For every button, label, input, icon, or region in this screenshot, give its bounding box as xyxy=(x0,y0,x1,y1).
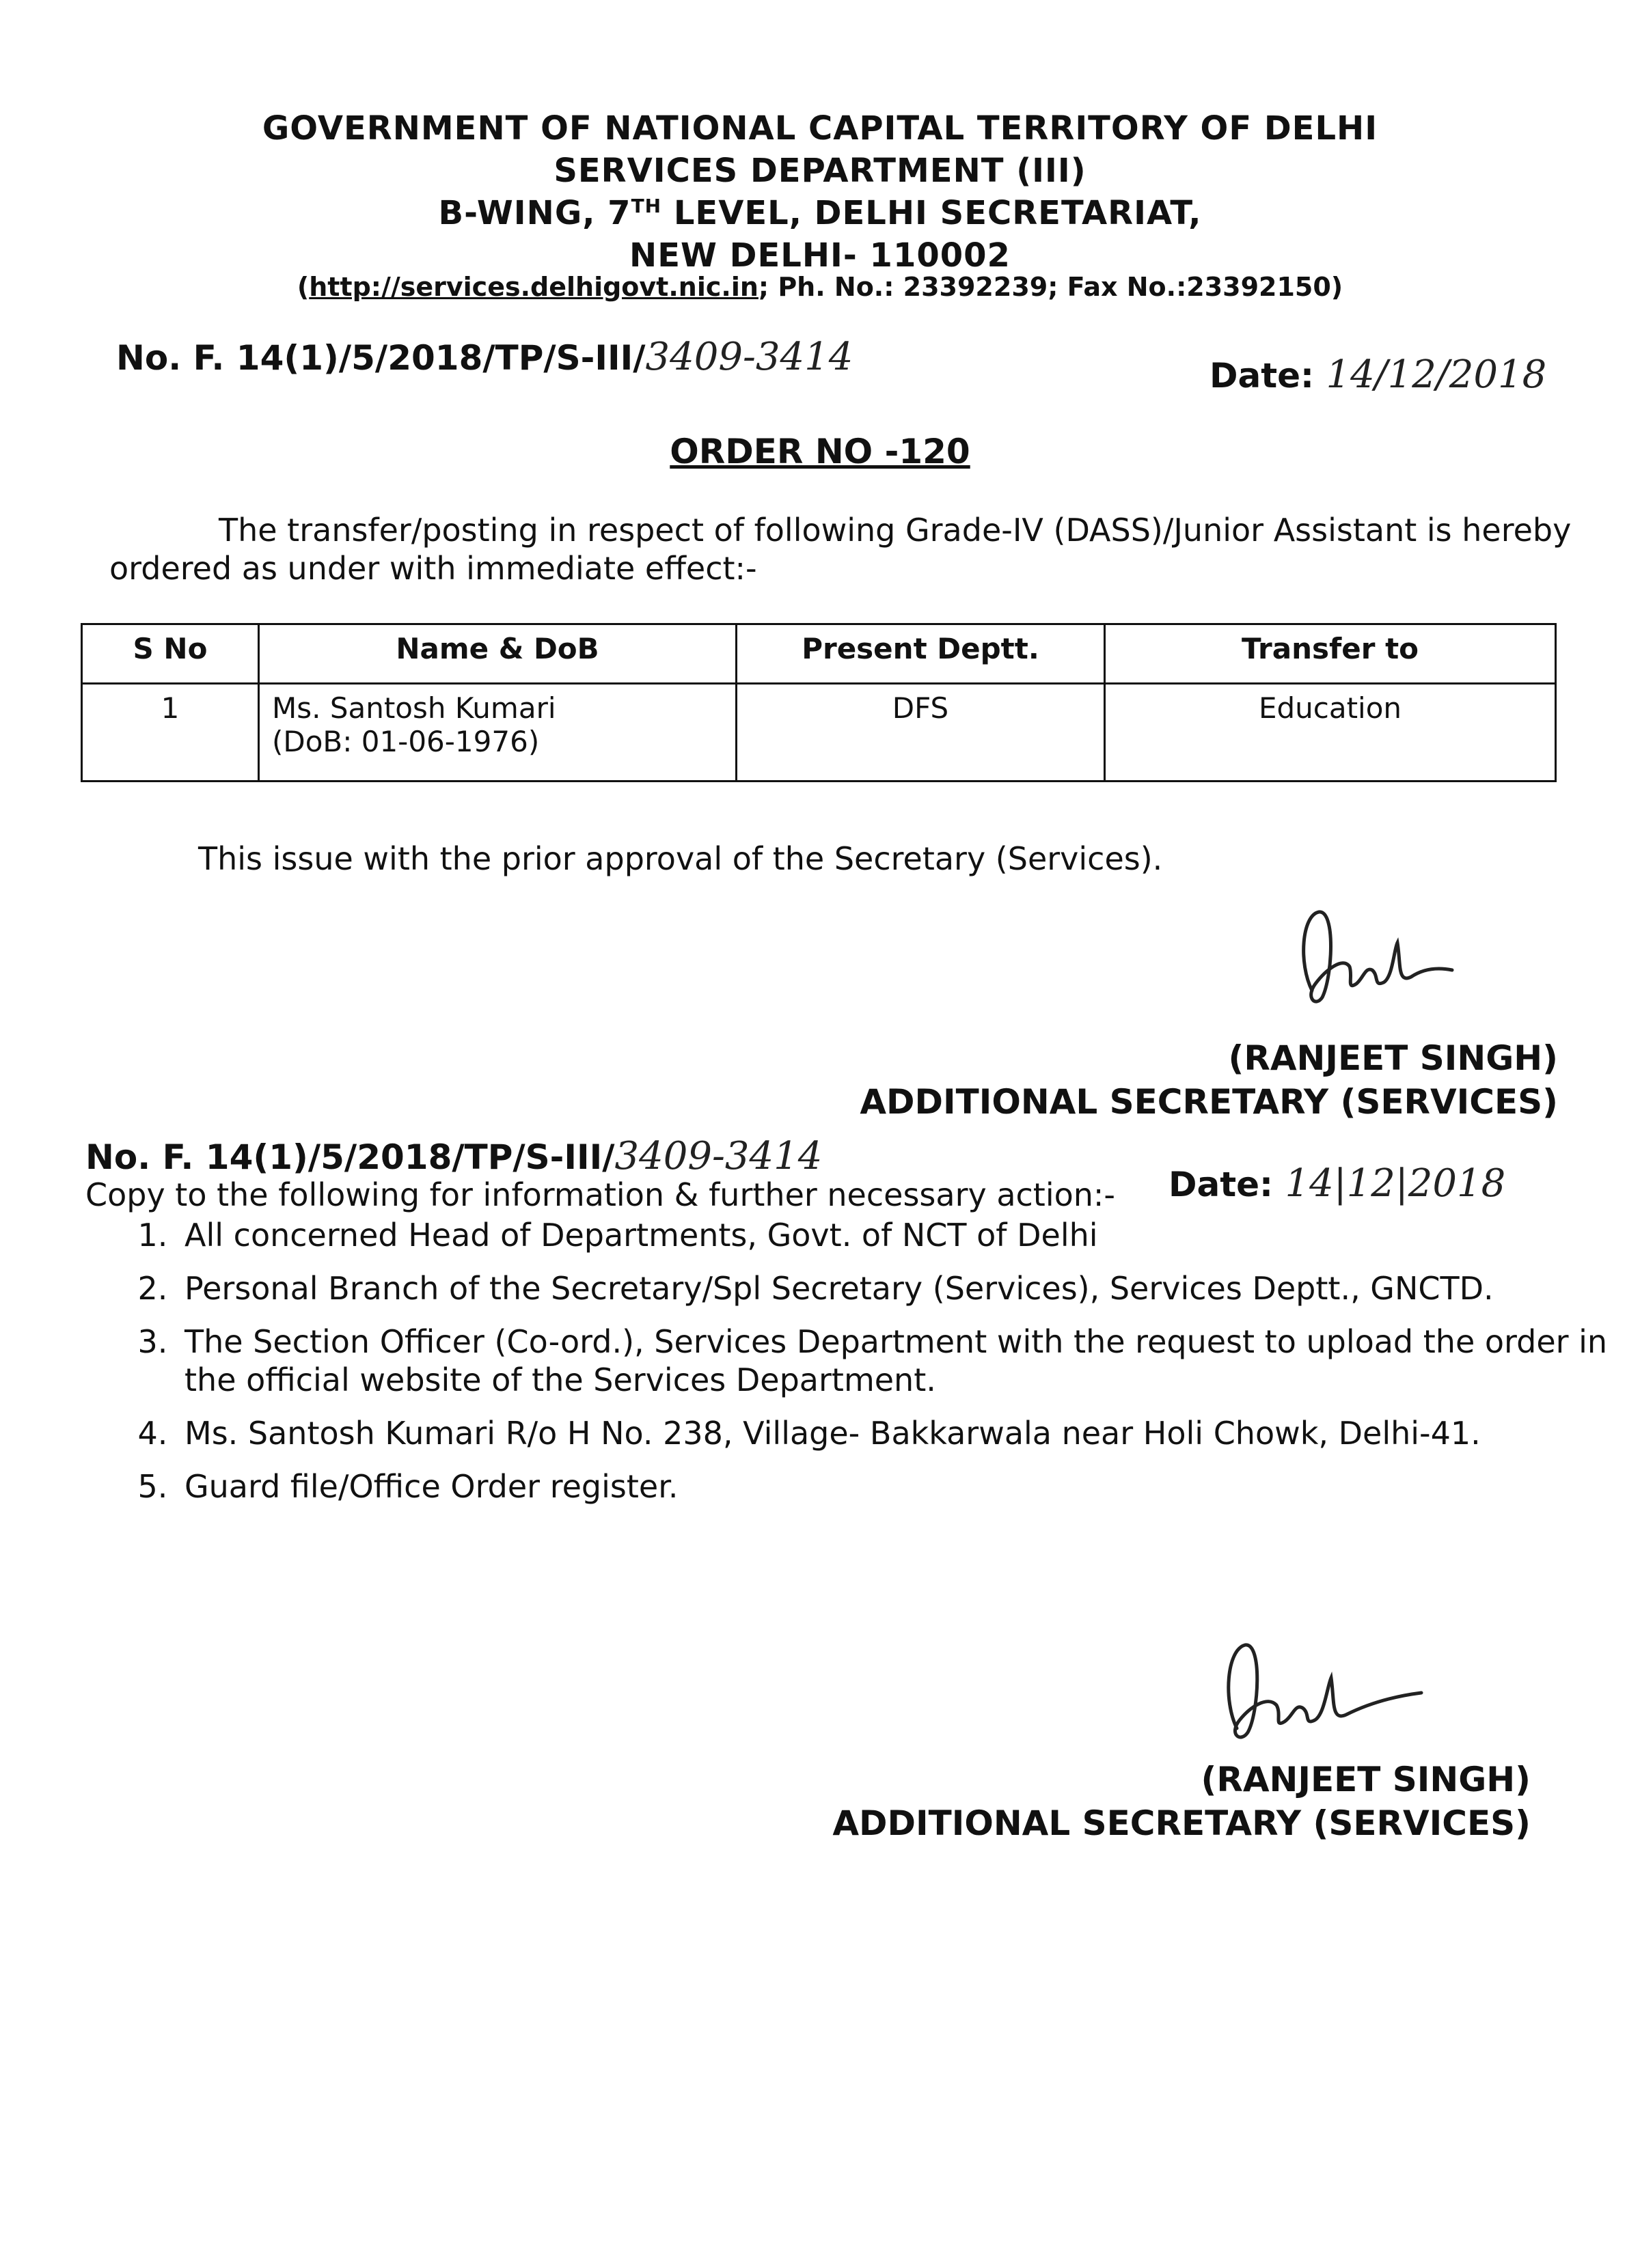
signatory-designation: ADDITIONAL SECRETARY (SERVICES) xyxy=(832,1803,1531,1843)
cell-name-dob xyxy=(259,684,737,782)
header-sno: S No xyxy=(82,624,259,684)
header-city: NEW DELHI- 110002 xyxy=(629,236,1011,275)
header-address: B-WING, 7TH LEVEL, DELHI SECRETARIAT, xyxy=(438,194,1202,232)
copy-date: Date: 14|12|2018 xyxy=(1168,1161,1506,1206)
cell-sno: 1 xyxy=(82,684,259,782)
order-reference-number: No. F. 14(1)/5/2018/TP/S-III/3409-3414 xyxy=(116,335,853,379)
header-present-deptt: Present Deptt. xyxy=(737,624,1105,684)
copy-reference-number: No. F. 14(1)/5/2018/TP/S-III/3409-3414 xyxy=(85,1134,823,1178)
header-government: GOVERNMENT OF NATIONAL CAPITAL TERRITORY OF DELHI xyxy=(262,109,1378,148)
signatory-name: (RANJEET SINGH) xyxy=(1201,1760,1531,1799)
header-name-dob: Name & DoB xyxy=(259,624,737,684)
handwritten-date: 14/12/2018 xyxy=(1326,352,1547,397)
signatory-name: (RANJEET SINGH) xyxy=(1228,1038,1558,1078)
copy-recipients-list xyxy=(123,1216,1613,1521)
signature-image xyxy=(1203,1633,1449,1756)
employee-dob: (DoB: 01-06-1976) xyxy=(272,725,540,758)
table-row xyxy=(82,684,1556,782)
employee-name: Ms. Santosh Kumari xyxy=(272,691,556,725)
list-item: 5. Guard file/Office Order register. xyxy=(178,1467,1613,1506)
header-contact: (http://services.delhigovt.nic.in; Ph. No.: 23392239; Fax No.:23392150) xyxy=(297,272,1343,302)
order-date: Date: 14/12/2018 xyxy=(1210,352,1547,397)
header-transfer-to: Transfer to xyxy=(1105,624,1556,684)
cell-transfer-to: Education xyxy=(1105,684,1556,782)
intro-paragraph: The transfer/posting in respect of following Grade-IV (DASS)/Junior Assistant is hereby ordered as under with immediate effect:- xyxy=(109,512,1572,587)
handwritten-date: 14|12|2018 xyxy=(1285,1161,1506,1206)
table-header-row xyxy=(82,624,1556,684)
header-department: SERVICES DEPARTMENT (III) xyxy=(554,152,1086,190)
signatory-designation: ADDITIONAL SECRETARY (SERVICES) xyxy=(860,1082,1558,1122)
list-item: 1. All concerned Head of Departments, Govt. of NCT of Delhi xyxy=(178,1216,1613,1254)
handwritten-dispatch-number: 3409-3414 xyxy=(645,335,853,379)
transfer-table xyxy=(81,623,1557,782)
website-link[interactable]: http://services.delhigovt.nic.in xyxy=(309,272,758,302)
list-item: 2. Personal Branch of the Secretary/Spl Secretary (Services), Services Deptt., GNCTD. xyxy=(178,1269,1613,1308)
order-title: ORDER NO -120 xyxy=(670,432,970,471)
approval-statement: This issue with the prior approval of the Secretary (Services). xyxy=(198,840,1163,877)
signature-image xyxy=(1285,902,1490,1018)
list-item: 4. Ms. Santosh Kumari R/o H No. 238, Village- Bakkarwala near Holi Chowk, Delhi-41. xyxy=(178,1414,1613,1452)
cell-present-deptt: DFS xyxy=(737,684,1105,782)
list-item: 3. The Section Officer (Co-ord.), Services Department with the request to upload the order in the official website of the Services Department. xyxy=(178,1323,1613,1399)
handwritten-dispatch-number: 3409-3414 xyxy=(614,1134,823,1178)
copy-intro: Copy to the following for information & further necessary action:- xyxy=(85,1176,1116,1213)
